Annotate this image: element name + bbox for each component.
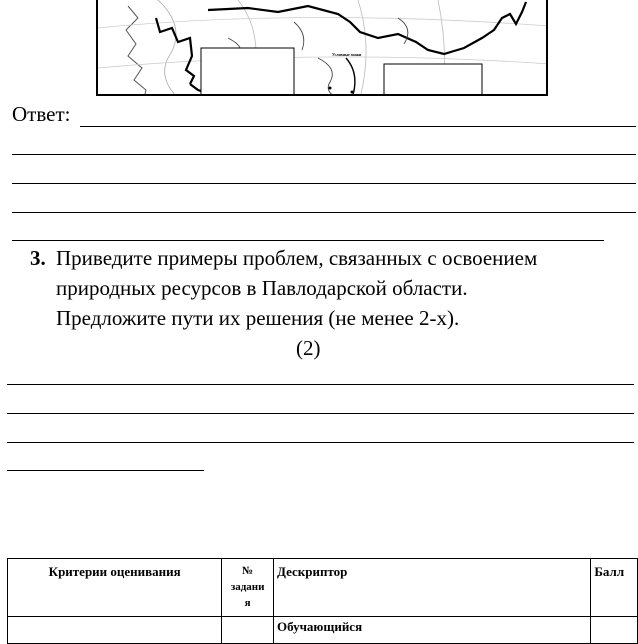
answer-line[interactable]	[12, 183, 636, 184]
header-descriptor: Дескриптор	[273, 559, 590, 617]
city-marker	[329, 87, 332, 90]
question-text-line: Предложите пути их решения (не менее 2-х).	[56, 306, 460, 330]
city-marker	[351, 91, 354, 94]
answer-line[interactable]	[7, 413, 634, 414]
answer-line[interactable]	[7, 384, 634, 385]
table-cell-descriptor: Обучающийся	[273, 617, 590, 644]
map-figure	[96, 0, 548, 96]
header-score: Балл	[591, 559, 638, 617]
map-parallel	[98, 17, 548, 28]
answer-label: Ответ:	[12, 102, 71, 126]
map-contour-west	[126, 6, 146, 96]
river	[318, 58, 338, 96]
answer-line[interactable]	[12, 212, 636, 213]
river-major	[346, 58, 355, 96]
assessment-table	[7, 558, 638, 644]
map-meridian	[358, 0, 366, 96]
table-cell	[8, 617, 222, 644]
table-cell	[591, 617, 638, 644]
river	[398, 18, 408, 44]
legend-box	[201, 48, 294, 96]
question-points: (2)	[296, 336, 321, 360]
answer-line[interactable]	[12, 240, 604, 241]
header-task-number: № задани я	[222, 559, 274, 617]
answer-line[interactable]	[7, 470, 204, 471]
question-text-line: природных ресурсов в Павлодарской области.	[56, 276, 468, 300]
table-cell	[222, 617, 274, 644]
map-meridian	[158, 0, 178, 96]
table-header-row	[8, 559, 638, 617]
river	[294, 22, 304, 50]
answer-line[interactable]	[12, 154, 636, 155]
legend-label: Условные знаки	[332, 52, 362, 57]
answer-line[interactable]	[80, 126, 636, 127]
table-row	[8, 617, 638, 644]
question-number: 3.	[30, 246, 46, 270]
inset-box	[384, 64, 482, 96]
question-text-line: Приведите примеры проблем, связанных с освоением	[56, 246, 538, 270]
outline-map	[98, 0, 548, 96]
header-criteria: Критерии оценивания	[8, 559, 222, 617]
answer-line[interactable]	[7, 442, 634, 443]
